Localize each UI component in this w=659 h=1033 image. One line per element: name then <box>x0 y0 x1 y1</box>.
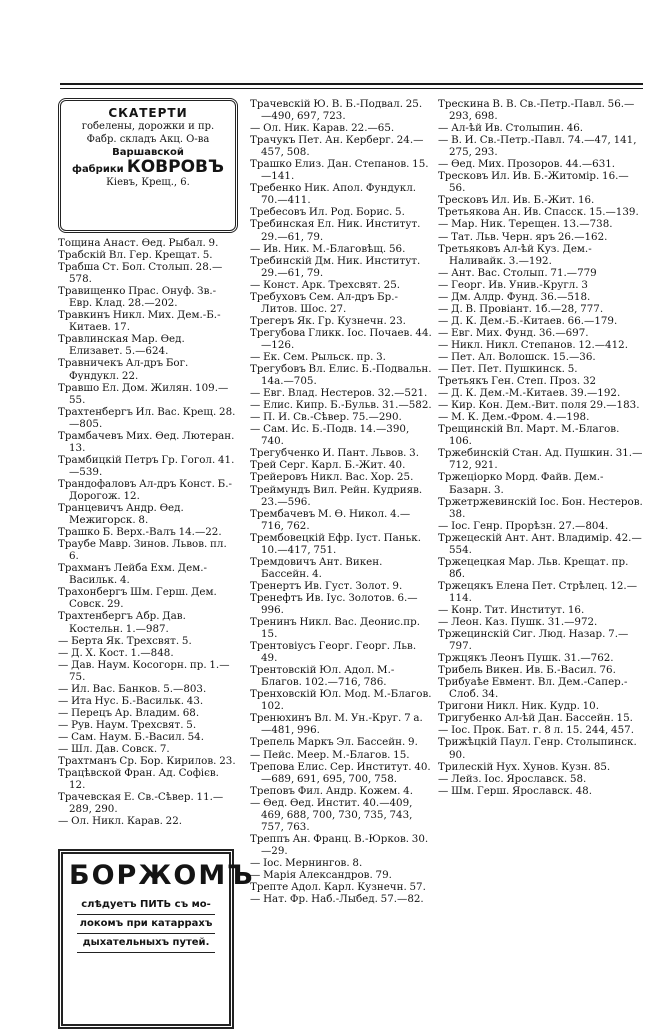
directory-entry: Трембачевъ М. Ѳ. Никол. 4.—716, 762. <box>250 507 411 532</box>
directory-entry: Трахтманъ Ср. Бор. Кирилов. 23. <box>58 755 236 768</box>
ad-brand: КОВРОВЪ <box>126 157 224 177</box>
directory-entry: Тренюхинъ Вл. М. Ун.-Круг. 7 а.—481, 996. <box>250 712 423 737</box>
directory-entry: — Евг. Влад. Нестеров. 32.—521. <box>250 387 428 400</box>
directory-entry: Трилескій Нух. Хунов. Кузн. 85. <box>438 760 611 773</box>
directory-entry: Трентовіусъ Георг. Георг. Льв. 49. <box>250 640 417 665</box>
directory-entry: Травлинская Мар. Ѳед. Елизавет. 5.—624. <box>58 333 185 358</box>
directory-entry: — Рув. Наум. Трехсвят. 5. <box>58 718 197 731</box>
directory-entry: Трегубченко И. Пант. Львов. 3. <box>250 447 419 460</box>
directory-entry: — Шл. Дав. Совск. 7. <box>58 742 170 755</box>
directory-entry: — П. И. Св.-Сѣвер. 75.—290. <box>250 411 402 424</box>
ad-title: СКАТЕРТИ <box>108 106 188 120</box>
directory-entry: — Д. К. Дем.-М.-Китаев. 39.—192. <box>438 387 621 400</box>
directory-entry: Тощина Анаст. Ѳед. Рыбал. 9. <box>58 237 219 249</box>
directory-entry: — Ита Нус. Б.-Васильк. 43. <box>58 694 204 707</box>
directory-entry: Трачевская Е. Св.-Сѣвер. 11.—289, 290. <box>58 791 224 816</box>
directory-entry: Трачукъ Пет. Ан. Керберг. 24.—457, 508. <box>250 134 424 159</box>
directory-entry: — Леон. Каз. Пушк. 31.—972. <box>438 616 598 629</box>
directory-entry: — Георг. Ив. Унив.-Кругл. 3 <box>438 278 588 291</box>
directory-entry: — Ѳед. Мих. Прозоров. 44.—631. <box>438 158 616 171</box>
ad-address: Кіевъ, Крещ., 6. <box>106 177 190 188</box>
directory-entry: — Д. Х. Кост. 1.—848. <box>58 646 174 659</box>
directory-entry: Трандофаловъ Ал-дръ Конст. Б.-Дорогож. 12. <box>58 477 232 502</box>
ad-line: слѣдуетъ ПИТЬ съ мо- <box>77 896 215 915</box>
directory-entry: Тренинъ Никл. Вас. Деонис.пр. 15. <box>250 616 421 641</box>
directory-entry: — Перецъ Ар. Владим. 68. <box>58 706 200 719</box>
directory-entry: Тренефтъ Ив. Іус. Золотов. 6.—996. <box>250 591 418 616</box>
directory-entry: — Дав. Наум. Косогорн. пр. 1.—75. <box>58 658 230 683</box>
column-2 <box>250 98 432 905</box>
directory-entry: — Ол. Никл. Карав. 22. <box>58 815 183 828</box>
directory-entry: Треппъ Ан. Франц. В.-Юрков. 30.—29. <box>250 832 429 857</box>
directory-entry: Трейеровъ Никл. Вас. Хор. 25. <box>250 471 414 484</box>
directory-entry: Тржецескій Ант. Ант. Владимір. 42.—554. <box>438 531 642 556</box>
directory-entry: Тржецякъ Елена Пет. Стрѣлец. 12.—114. <box>438 579 637 604</box>
directory-entry: Требесовъ Ил. Род. Борис. 5. <box>250 206 405 219</box>
directory-entry: — Ал-ѣй Ив. Столыпин. 46. <box>438 122 584 135</box>
directory-entry: Тржецецкая Мар. Льв. Крещат. пр. 8б. <box>438 555 629 580</box>
directory-list <box>250 98 432 905</box>
directory-entry: Травничекъ Ал-дръ Бог. Фундукл. 22. <box>58 357 189 382</box>
directory-entry: Трегубова Гликк. Іос. Почаев. 44.—126. <box>250 326 432 351</box>
ad-line: дыхательныхъ путей. <box>77 934 215 953</box>
directory-entry: Треймундъ Вил. Рейн. Кудрияв. 23.—596. <box>250 483 423 508</box>
directory-entry: — Евг. Мих. Фунд. 36.—697. <box>438 326 589 339</box>
directory-entry: Трегеръ Як. Гр. Кузнечн. 23. <box>250 314 406 327</box>
ad-line: фабрики <box>72 164 124 175</box>
directory-entry: Трибель Викен. Ив. Б.-Васил. 76. <box>438 664 616 677</box>
directory-entry: — Ек. Сем. Рыльск. пр. 3. <box>250 350 386 363</box>
directory-entry: Трибуаѣе Евмент. Вл. Дем.-Сапер.-Слоб. 34. <box>438 676 628 701</box>
directory-entry: Травкинъ Никл. Мих. Дем.-Б.-Китаев. 17. <box>58 309 221 334</box>
directory-entry: Трещинскій Вл. Март. М.-Благов. 106. <box>438 423 620 448</box>
directory-entry: Тригубенко Ал-ѣй Дан. Бассейн. 15. <box>438 712 633 725</box>
directory-entry: — Елис. Кипр. Б.-Бульв. 31.—582. <box>250 399 432 412</box>
directory-entry: — Мар. Ник. Терещен. 13.—738. <box>438 218 613 231</box>
directory-entry: Тржецинскій Сиг. Люд. Назар. 7.—797. <box>438 628 629 653</box>
directory-entry: — Ил. Вас. Банков. 5.—803. <box>58 682 207 695</box>
ad-brand: БОРЖОМЪ <box>69 860 255 892</box>
directory-entry: — Кир. Кон. Дем.-Вит. поля 29.—183. <box>438 399 640 412</box>
directory-entry: Трахманъ Лейба Ехм. Дем.-Васильк. 4. <box>58 562 208 587</box>
directory-entry: Тремдовичъ Ант. Викен. Бассейн. 4. <box>250 555 383 580</box>
column-3 <box>438 98 643 797</box>
directory-entry: — Ѳед. Ѳед. Инстит. 40.—409, 469, 688, 700, 730, 735, 743, 757, 763. <box>250 796 413 833</box>
directory-entry: Тригони Никл. Ник. Кудр. 10. <box>438 700 599 713</box>
directory-entry: Третьякъ Ген. Степ. Проз. 32 <box>438 375 597 388</box>
header-rule-thin <box>60 88 643 89</box>
directory-entry: — Іос. Мернингов. 8. <box>250 856 363 869</box>
directory-entry: Тржетржевинскій Іос. Бон. Нестеров. 38. <box>438 495 643 520</box>
directory-entry: Трабша Ст. Бол. Столып. 28.—578. <box>58 261 223 286</box>
directory-list <box>438 98 643 797</box>
directory-entry: Третьякова Ан. Ив. Спасск. 15.—139. <box>438 206 639 219</box>
directory-entry: — Сам. Ис. Б.-Подв. 14.—390, 740. <box>250 423 410 448</box>
directory-entry: Трахонбергъ Шм. Герш. Дем. Совск. 29. <box>58 586 217 611</box>
directory-entry: — Шм. Герш. Ярославск. 48. <box>438 784 592 797</box>
directory-entry: — В. И. Св.-Петр.-Павл. 74.—47, 141, 275, 293. <box>438 134 637 159</box>
advertisement-carpets <box>58 98 238 233</box>
directory-entry: Тресковъ Ил. Ив. Б.-Житомір. 16.—56. <box>438 170 629 195</box>
directory-entry: Трашко Елиз. Дан. Степанов. 15.—141. <box>250 158 429 183</box>
directory-entry: — М. К. Дем.-Фром. 4.—198. <box>438 411 590 424</box>
directory-list <box>58 237 238 827</box>
directory-entry: Тресковъ Ил. Ив. Б.-Жит. 16. <box>438 194 595 207</box>
directory-entry: Травшо Ел. Дом. Жилян. 109.—55. <box>58 381 229 406</box>
directory-entry: Трахтенбергъ Ил. Вас. Крещ. 28.—805. <box>58 405 236 430</box>
directory-entry: Тренертъ Ив. Густ. Золот. 9. <box>250 579 403 592</box>
directory-entry: — Пейс. Меер. М.-Благов. 15. <box>250 748 410 761</box>
advertisement-borjomi <box>58 849 255 1029</box>
directory-entry: — Д. В. Провіант. 1б.—28, 777. <box>438 302 604 315</box>
directory-entry: — Берта Як. Трехсвят. 5. <box>58 634 192 647</box>
directory-entry: Трепель Маркъ Эл. Бассейн. 9. <box>250 736 418 749</box>
directory-entry: Трегубовъ Вл. Елис. Б.-Подвальн. 14а.—705. <box>250 363 432 388</box>
directory-entry: — Пет. Пет. Пушкинск. 5. <box>438 363 578 376</box>
directory-entry: Трашко Б. Верх.-Валъ 14.—22. <box>58 526 222 539</box>
directory-entry: Трамбицкій Петръ Гр. Гогол. 41.—539. <box>58 453 235 478</box>
directory-entry: — Сам. Наум. Б.-Васил. 54. <box>58 730 204 743</box>
directory-entry: Тржебинскій Стан. Ад. Пушкин. 31.—712, 921. <box>438 447 643 472</box>
directory-entry: — Іос. Прок. Бат. г. 8 л. 15. 244, 457. <box>438 724 634 737</box>
directory-entry: — Пет. Ал. Волошск. 15.—36. <box>438 350 596 363</box>
directory-entry: Трамбачевъ Мих. Ѳед. Лютеран. 13. <box>58 429 235 454</box>
directory-entry: Тржцякъ Леонъ Пушк. 31.—762. <box>438 652 614 665</box>
directory-entry: Тренховскій Юл. Мод. М.-Благов. 102. <box>250 688 432 713</box>
directory-entry: Трабскій Вл. Гер. Крещат. 5. <box>58 249 213 262</box>
directory-entry: Требинская Ел. Ник. Институт. 29.—61, 79. <box>250 218 421 243</box>
directory-entry: — Ант. Вас. Столып. 71.—779 <box>438 266 597 279</box>
directory-entry: Трачевскій Ю. В. Б.-Подвал. 25.—490, 697, 723. <box>250 98 423 123</box>
directory-entry: — Д. К. Дем.-Б.-Китаев. 66.—179. <box>438 314 618 327</box>
directory-entry: Требенко Ник. Апол. Фундукл. 70.—411. <box>250 182 417 207</box>
directory-entry: — Марія Александров. 79. <box>250 869 392 881</box>
directory-entry: Третьяковъ Ал-ѣй Куз. Дем.-Наливайк. 3.—192. <box>438 242 592 267</box>
directory-entry: — Тат. Льв. Черн. яръ 26.—162. <box>438 230 608 243</box>
directory-entry: Треповъ Фил. Андр. Кожем. 4. <box>250 784 413 797</box>
ad-line: локомъ при катаррахъ <box>77 915 215 934</box>
directory-entry: — Іос. Генр. Прорѣзн. 27.—804. <box>438 519 609 532</box>
column-1 <box>58 98 255 1033</box>
directory-entry: Траубе Мавр. Зинов. Львов. пл. 6. <box>58 538 227 563</box>
directory-entry: — Лейз. Іос. Ярославск. 58. <box>438 772 587 785</box>
directory-entry: Требуховъ Сем. Ал-дръ Бр.-Литов. Шос. 27. <box>250 290 398 315</box>
directory-entry: Требинскій Дм. Ник. Институт. 29.—61, 79. <box>250 254 421 279</box>
directory-entry: Трескина В. В. Св.-Петр.-Павл. 56.—293, 698. <box>438 98 635 123</box>
directory-entry: Трацѣвской Фран. Ад. Софієв. 12. <box>58 767 219 792</box>
directory-entry: Трентовскій Юл. Адол. М.-Благов. 102.—716, 786. <box>250 664 395 689</box>
directory-entry: Трепова Елис. Сер. Институт. 40.—689, 691, 695, 700, 758. <box>250 760 431 785</box>
directory-entry: — Ол. Ник. Карав. 22.—65. <box>250 122 395 135</box>
ad-line: Фабр. складъ Акц. О-ва <box>86 134 210 145</box>
directory-entry: — Дм. Алдр. Фунд. 36.—518. <box>438 290 591 303</box>
ad-line: гобелены, дорожки и пр. <box>81 121 215 132</box>
directory-entry: Тржеціорко Морд. Файв. Дем.-Базарн. 3. <box>438 471 604 496</box>
header-rule-thick <box>60 83 643 85</box>
directory-entry: Травищенко Прас. Онуф. Зв.-Евр. Клад. 28.—202. <box>58 285 217 310</box>
directory-entry: — Ив. Ник. М.-Благовѣщ. 56. <box>250 242 406 255</box>
directory-entry: Трижѣцкій Паул. Генр. Столыпинск. 90. <box>438 736 637 761</box>
directory-entry: — Никл. Никл. Степанов. 12.—412. <box>438 338 628 351</box>
directory-entry: Трембовецкій Ефр. Іуст. Паньк. 10.—417, 751. <box>250 531 421 556</box>
directory-entry: Трепте Адол. Карл. Кузнечн. 57. <box>250 881 426 894</box>
directory-entry: Трахтенбергъ Абр. Дав. Костельн. 1.—987. <box>58 610 186 635</box>
directory-entry: — Конр. Тит. Институт. 16. <box>438 603 585 616</box>
directory-entry: — Нат. Фр. Наб.-Лыбед. 57.—82. <box>250 893 424 906</box>
ad-line: Варшавской <box>112 147 184 158</box>
directory-entry: Транцевичъ Андр. Ѳед. Межигорск. 8. <box>58 502 184 527</box>
directory-entry: Трей Серг. Карл. Б.-Жит. 40. <box>250 459 406 472</box>
directory-entry: — Конст. Арк. Трехсвят. 25. <box>250 278 401 291</box>
